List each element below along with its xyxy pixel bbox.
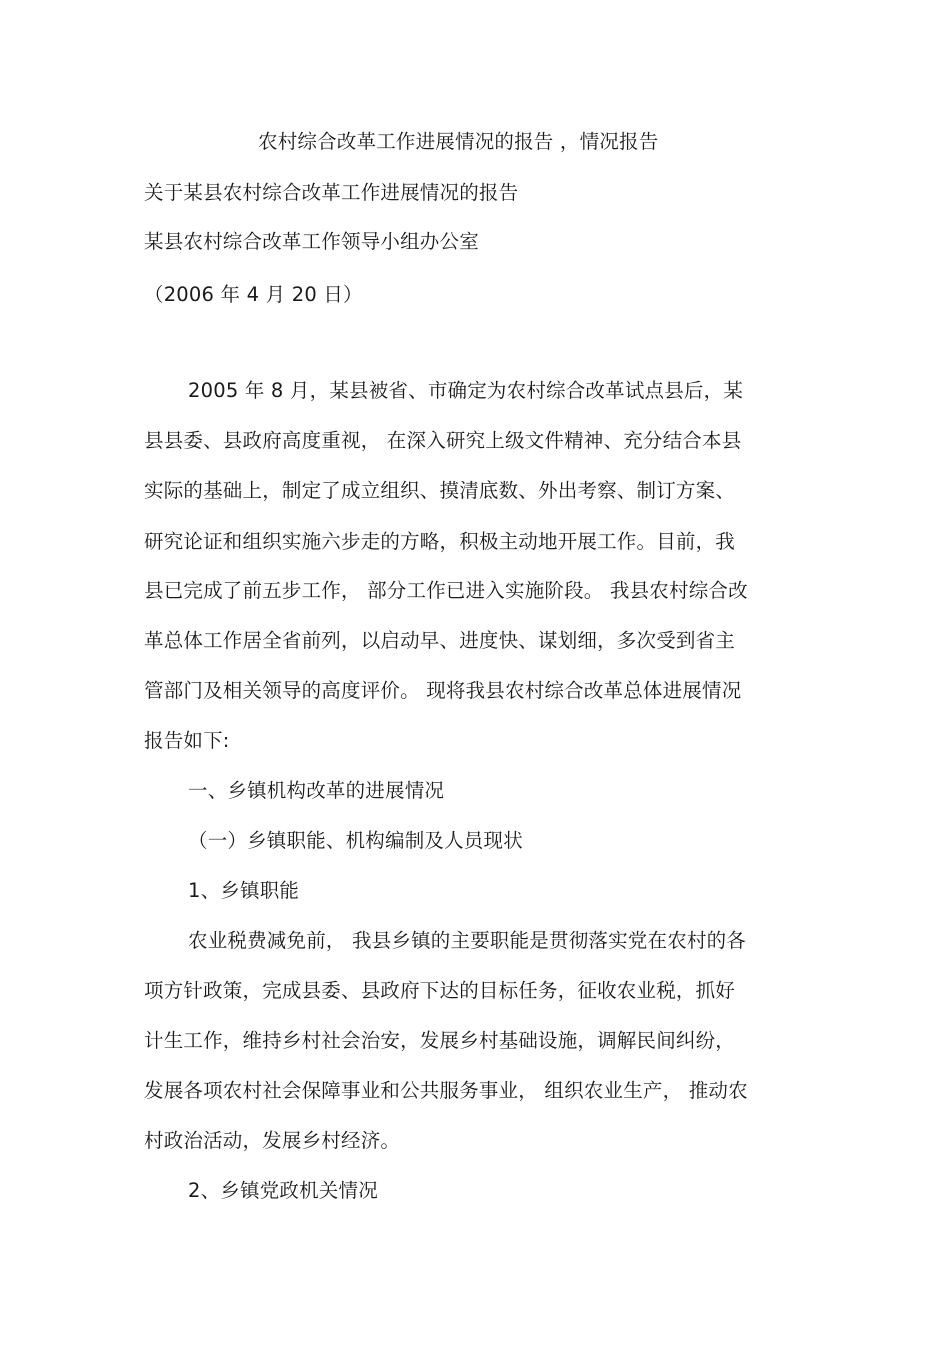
paragraph-line: 项方针政策，完成县委、县政府下达的目标任务，征收农业税，抓好 [144,979,736,1002]
document-title: 农村综合改革工作进展情况的报告 ，情况报告 [258,130,659,153]
paragraph-line: 革总体工作居全省前列，以启动早、进度快、谋划细，多次受到省主 [144,629,736,652]
paragraph-line: 农业税费减免前， 我县乡镇的主要职能是贯彻落实党在农村的各 [188,929,746,952]
paragraph-line: 管部门及相关领导的高度评价。 现将我县农村综合改革总体进展情况 [144,679,742,702]
paragraph-line: 报告如下: [144,729,230,752]
paragraph-line: 研究论证和组织实施六步走的方略，积极主动地开展工作。目前，我 [144,530,736,553]
paragraph-line: 计生工作，维持乡村社会治安，发展乡村基础设施，调解民间纠纷， [144,1029,736,1052]
item-heading: 2、乡镇党政机关情况 [188,1179,378,1202]
report-date: （2006 年 4 月 20 日） [144,283,363,306]
paragraph-line: 村政治活动，发展乡村经济。 [144,1129,401,1152]
section-heading: 一、乡镇机构改革的进展情况 [188,779,445,802]
paragraph-line: 县县委、县政府高度重视， 在深入研究上级文件精神、充分结合本县 [144,429,742,452]
paragraph-line: 实际的基础上，制定了成立组织、摸清底数、外出考察、制订方案、 [144,479,736,502]
item-heading: 1、乡镇职能 [188,879,300,902]
paragraph-line: 县已完成了前五步工作， 部分工作已进入实施阶段。 我县农村综合改 [144,579,748,602]
paragraph-line: 发展各项农村社会保障事业和公共服务事业， 组织农业生产， 推动农 [144,1079,748,1102]
paragraph-line: 2005 年 8 月，某县被省、市确定为农村综合改革试点县后，某 [188,379,744,402]
report-subtitle: 关于某县农村综合改革工作进展情况的报告 [144,181,519,204]
report-author: 某县农村综合改革工作领导小组办公室 [144,230,479,253]
subsection-heading: （一）乡镇职能、机构编制及人员现状 [188,829,523,852]
